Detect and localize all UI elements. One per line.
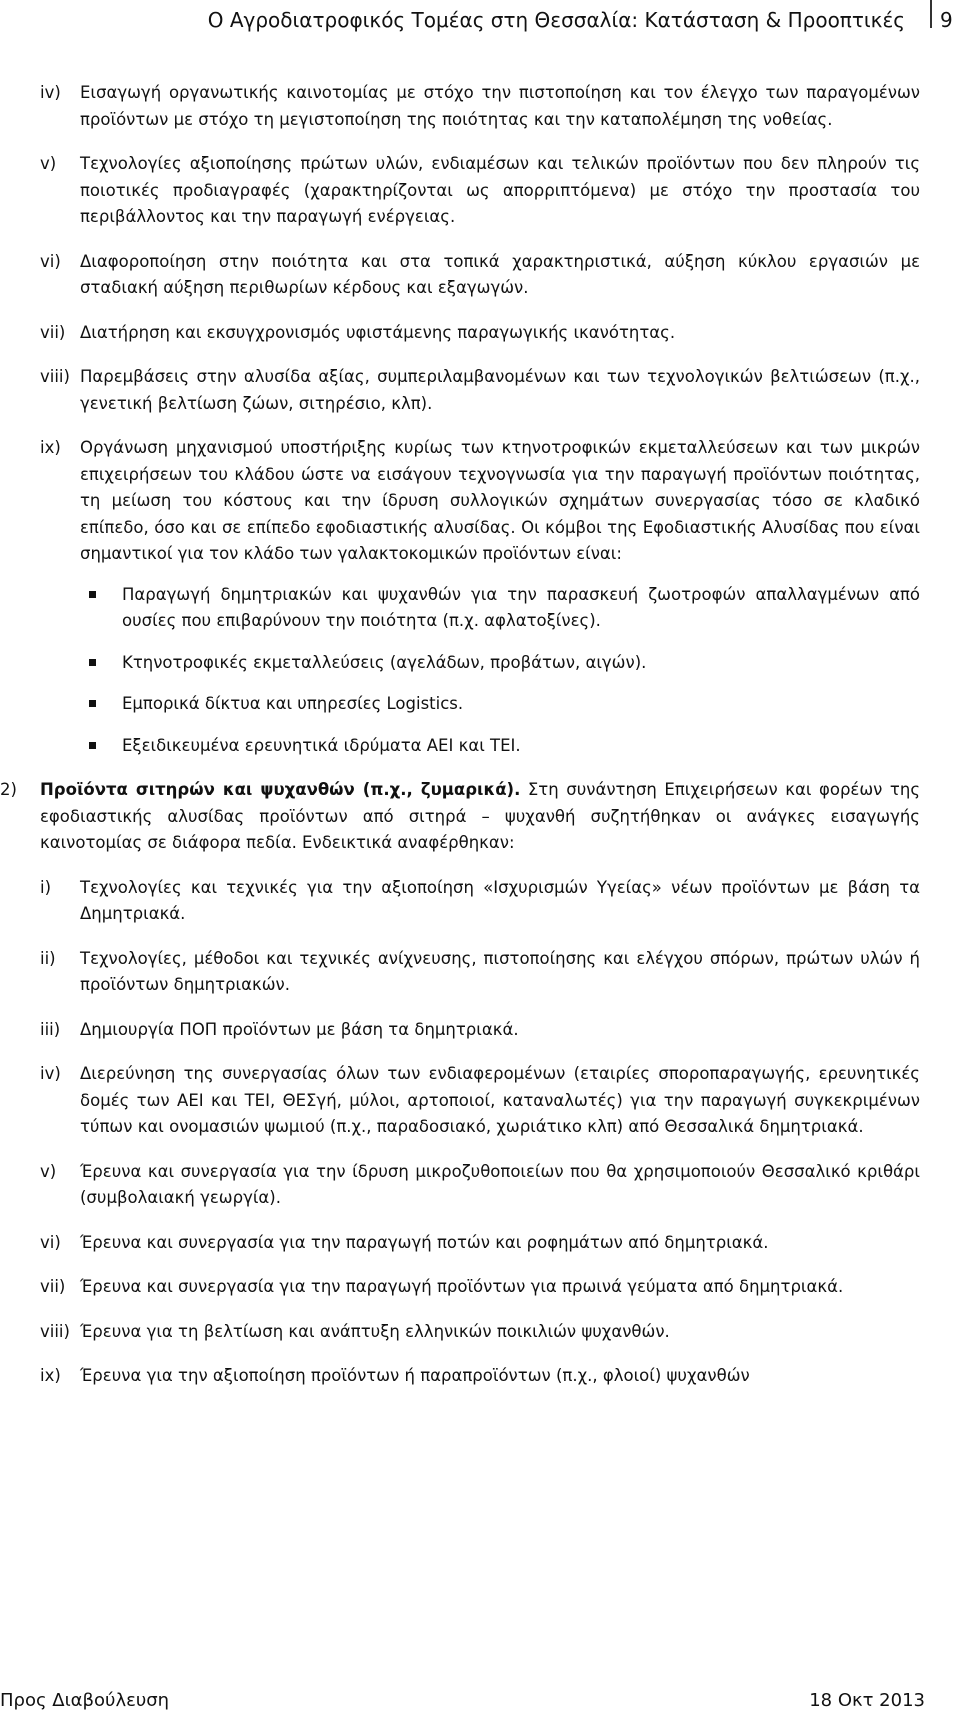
list-item	[0, 1061, 960, 1141]
list-item	[0, 151, 960, 231]
list-text: Έρευνα για τη βελτίωση και ανάπτυξη ελληνικών ποικιλιών ψυχανθών.	[80, 1321, 670, 1341]
list-text: Δημιουργία ΠΟΠ προϊόντων με βάση τα δημητριακά.	[80, 1019, 519, 1039]
list-number: v)	[40, 154, 57, 173]
document-body	[0, 80, 960, 1408]
list-item	[0, 320, 960, 347]
list-item	[0, 435, 960, 759]
list-text: Έρευνα και συνεργασία για την παραγωγή ποτών και ροφημάτων από δημητριακά.	[80, 1232, 769, 1252]
list-number: v)	[40, 1161, 57, 1181]
list-item	[0, 1319, 960, 1346]
list-text: Τεχνολογίες, μέθοδοι και τεχνικές ανίχνευσης, πιστοποίησης και ελέγχου σπόρων, πρώτων υλών ή προϊόντων δημητριακών.	[80, 948, 920, 994]
list-number: ii)	[40, 948, 56, 968]
list-text: Εισαγωγή οργανωτικής καινοτομίας με στόχο την πιστοποίηση και τον έλεγχο των παραγομένων προϊόντων με στόχο τη μεγιστοποίηση της ποιότητας και την καταπολέμηση της νοθείας.	[80, 83, 920, 129]
list-text: Έρευνα και συνεργασία για την παραγωγή προϊόντων για πρωινά γεύματα από δημητριακά.	[80, 1277, 844, 1296]
section-paragraph	[40, 777, 920, 857]
list-number: iii)	[40, 1019, 61, 1039]
list-number: ix)	[40, 438, 61, 457]
list-item	[0, 946, 960, 999]
list-item	[0, 249, 960, 302]
list-item	[0, 875, 960, 928]
list-number: i)	[40, 877, 52, 897]
bullet-text: Εμπορικά δίκτυα και υπηρεσίες Logistics.	[122, 694, 464, 713]
section-number: 2)	[0, 780, 17, 799]
list-text: Παρεμβάσεις στην αλυσίδα αξίας, συμπεριλαμβανομένων και των τεχνολογικών βελτιώσεων (π.χ., γενετική βελτίωση ζώων, σιτηρέσιο, κλπ).	[80, 367, 920, 413]
list-number: vii)	[40, 322, 66, 342]
bullet-text: Παραγωγή δημητριακών και ψυχανθών για την παρασκευή ζωοτροφών απαλλαγμένων από ουσίες που επιβαρύνουν την ποιότητα (π.χ. αφλατοξίνες).	[122, 584, 920, 630]
section-title: Προϊόντα σιτηρών και ψυχανθών (π.χ., ζυμαρικά).	[40, 780, 521, 799]
list-text: Διαφοροποίηση στην ποιότητα και στα τοπικά χαρακτηριστικά, αύξηση κύκλου εργασιών με σταδιακή αύξηση περιθωρίων κέρδους και εξαγωγών.	[80, 251, 920, 297]
square-bullet-icon	[89, 659, 96, 666]
bullet-item	[0, 650, 920, 677]
list-number: viii)	[40, 367, 70, 386]
bullet-text: Εξειδικευμένα ερευνητικά ιδρύματα ΑΕΙ και ΤΕΙ.	[122, 735, 521, 755]
list-item	[0, 1017, 960, 1044]
bullet-list	[0, 582, 920, 760]
list-number: vii)	[40, 1277, 66, 1296]
list-text: Έρευνα για την αξιοποίηση προϊόντων ή παραπροϊόντων (π.χ., φλοιοί) ψυχανθών	[80, 1366, 750, 1385]
page-header	[0, 0, 960, 40]
header-divider	[930, 0, 932, 28]
list-number: viii)	[40, 1321, 70, 1341]
footer-status: Προς Διαβούλευση	[0, 1690, 170, 1711]
list-item	[0, 1363, 960, 1390]
list-text: Τεχνολογίες αξιοποίησης πρώτων υλών, ενδιαμέσων και τελικών προϊόντων που δεν πληρούν τις ποιοτικές προδιαγραφές (χαρακτηρίζονται ως απορριπτόμενα) με στόχο την προστασία του περιβάλλοντος και την παραγωγή ενέργειας.	[80, 154, 920, 226]
square-bullet-icon	[89, 591, 96, 598]
list-item	[0, 1159, 960, 1212]
square-bullet-icon	[89, 700, 96, 707]
list-item	[0, 1230, 960, 1257]
section-intro: Στη συνάντηση Επιχειρήσεων και φορέων της εφοδιαστικής αλυσίδας προϊόντων από σιτηρά – ψυχανθή συζητήθηκαν οι ανάγκες εισαγωγής καινοτομίας σε διάφορα πεδία. Ενδεικτικά αναφέρθηκαν:	[40, 780, 920, 852]
bullet-item	[0, 733, 920, 760]
list-item	[0, 364, 960, 417]
square-bullet-icon	[89, 742, 96, 749]
list-item	[0, 80, 960, 133]
list-number: ix)	[40, 1366, 61, 1385]
list-text: Διερεύνηση της συνεργασίας όλων των ενδιαφερομένων (εταιρίες σποροπαραγωγής, ερευνητικές δομές των ΑΕΙ και ΤΕΙ, ΘΕΣγή, μύλοι, αρτοποιοί, καταναλωτές) για την παραγωγή συγκεκριμένων τύπων και ονομασιών ψωμιού (π.χ., παραδοσιακό, χωριάτικο κλπ) από Θεσσαλικά δημητριακά.	[80, 1064, 920, 1136]
section-2	[0, 777, 960, 857]
list-item	[0, 1274, 960, 1301]
bullet-item	[0, 691, 920, 718]
list-number: vi)	[40, 251, 61, 271]
bullet-text: Κτηνοτροφικές εκμεταλλεύσεις (αγελάδων, προβάτων, αιγών).	[122, 652, 647, 672]
list-text: Οργάνωση μηχανισμού υποστήριξης κυρίως των κτηνοτροφικών εκμεταλλεύσεων και των μικρών επιχειρήσεων του κλάδου ώστε να εισάγουν τεχνογνωσία για την παραγωγή προϊόντων ποιότητας, τη μείωση του κόστους και την ίδρυση συλλογικών σχημάτων συνεργασίας τόσο σε κλαδικό επίπεδο, όσο και σε επίπεδο εφοδιαστικής αλυσίδας. Οι κόμβοι της Εφοδιαστικής Αλυσίδας που είναι σημαντικοί για τον κλάδο των γαλακτοκομικών προϊόντων είναι:	[80, 438, 920, 563]
bullet-item	[0, 582, 920, 635]
list-number: iv)	[40, 1064, 61, 1083]
list-text: Έρευνα και συνεργασία για την ίδρυση μικροζυθοποιείων που θα χρησιμοποιούν Θεσσαλικό κριθάρι (συμβολαιακή γεωργία).	[80, 1161, 920, 1207]
list-text: Διατήρηση και εκσυγχρονισμός υφιστάμενης παραγωγικής ικανότητας.	[80, 322, 676, 342]
list-number: iv)	[40, 83, 61, 102]
header-title: Ο Αγροδιατροφικός Τομέας στη Θεσσαλία: Κατάσταση & Προοπτικές	[207, 8, 905, 32]
list-text: Τεχνολογίες και τεχνικές για την αξιοποίηση «Ισχυρισμών Υγείας» νέων προϊόντων με βάση τα Δημητριακά.	[80, 877, 920, 923]
list-number: vi)	[40, 1232, 61, 1252]
page-number: 9	[940, 8, 953, 32]
page-footer	[0, 1690, 960, 1715]
footer-date: 18 Οκτ 2013	[809, 1690, 925, 1711]
